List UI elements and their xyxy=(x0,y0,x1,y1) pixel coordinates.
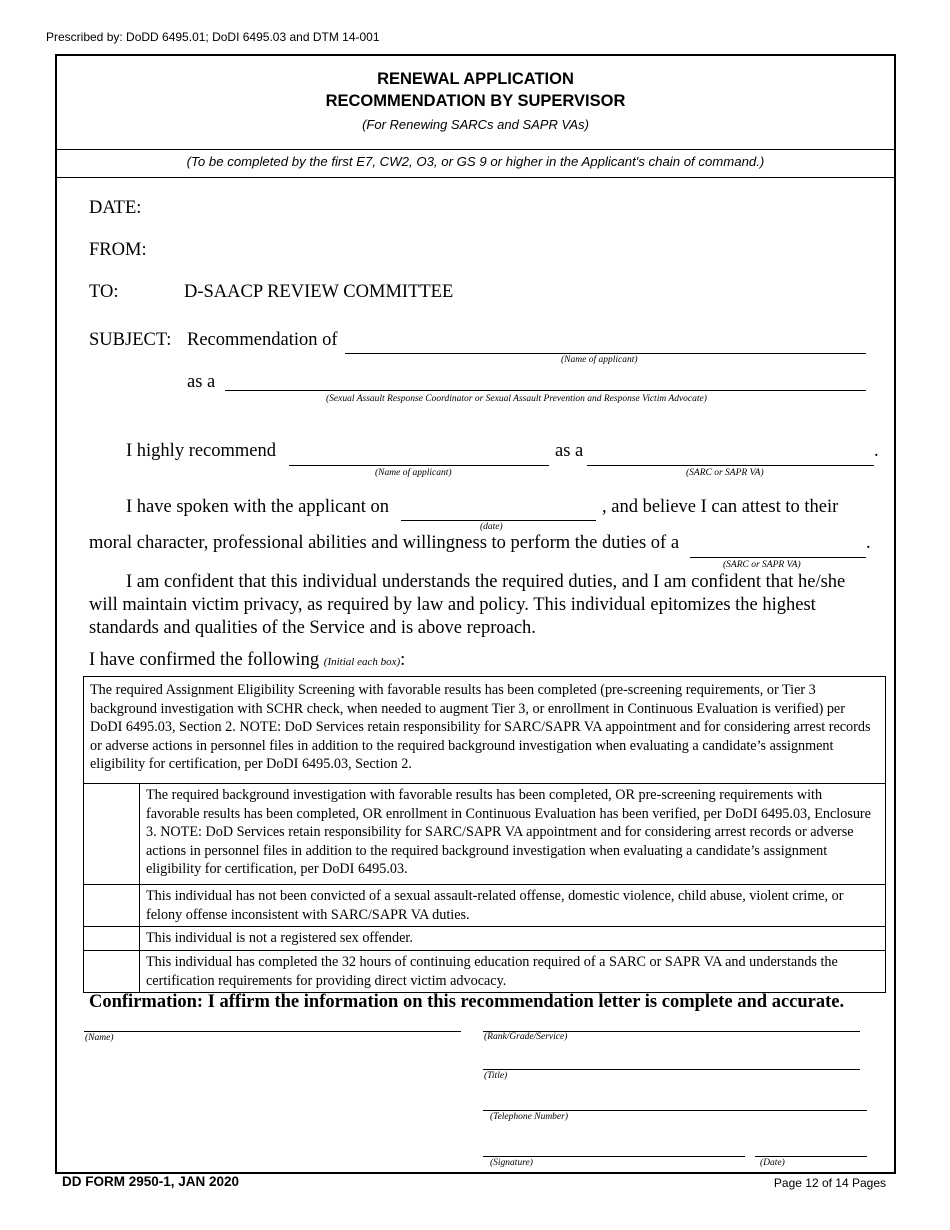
recommend-name-caption: (Name of applicant) xyxy=(375,468,452,478)
form-title-line2: RECOMMENDATION BY SUPERVISOR xyxy=(325,92,626,110)
moral-period: . xyxy=(866,533,871,553)
rank-caption: (Rank/Grade/Service) xyxy=(484,1032,568,1042)
confident-line2: will maintain victim privacy, as required by law and policy. This individual epitomizes the highest xyxy=(89,595,816,615)
moral-text: moral character, professional abilities and willingness to perform the duties of a xyxy=(89,533,680,553)
eligibility-screening-row xyxy=(83,676,886,783)
confirmation-statement: Confirmation: I affirm the information on this recommendation letter is complete and accurate. xyxy=(89,992,845,1012)
spoken-date-field[interactable] xyxy=(401,520,596,521)
initials-checklist xyxy=(83,783,886,993)
instruction-divider xyxy=(57,177,894,178)
title-field[interactable] xyxy=(483,1069,860,1070)
recommend-role-caption: (SARC or SAPR VA) xyxy=(686,468,764,478)
initial-box[interactable] xyxy=(84,927,140,951)
subject-as-a: as a xyxy=(187,372,216,392)
page-number: Page 12 of 14 Pages xyxy=(773,1176,886,1190)
signature-caption: (Signature) xyxy=(490,1158,533,1168)
subject-name-field[interactable] xyxy=(345,353,866,354)
confirmed-small: (Initial each box) xyxy=(323,656,401,668)
checklist-row xyxy=(84,951,886,993)
confident-line3: standards and qualities of the Service and is above reproach. xyxy=(89,618,536,638)
confirmed-colon: : xyxy=(400,650,406,670)
from-label: FROM: xyxy=(89,240,147,260)
checklist-row xyxy=(84,885,886,927)
name-caption: (Name) xyxy=(85,1033,114,1043)
signature-field[interactable] xyxy=(483,1156,745,1157)
subject-role-field[interactable] xyxy=(225,390,866,391)
name-field[interactable] xyxy=(84,1031,461,1032)
spoken-text2: , and believe I can attest to their xyxy=(602,497,839,517)
spoken-date-caption: (date) xyxy=(480,522,503,532)
date-field[interactable] xyxy=(755,1156,867,1157)
date-caption: (Date) xyxy=(760,1158,785,1168)
confirmed-text: I have confirmed the following xyxy=(89,650,320,670)
checklist-text: This individual has completed the 32 hours of continuing education required of a SARC or SAPR VA and understands the certification requirements for providing direct victim advocacy. xyxy=(140,951,886,993)
checklist-row xyxy=(84,927,886,951)
phone-field[interactable] xyxy=(483,1110,867,1111)
recommend-role-field[interactable] xyxy=(587,465,874,466)
form-title-line1: RENEWAL APPLICATION xyxy=(377,70,574,88)
confirmed-heading xyxy=(89,650,405,671)
subject-name-caption: (Name of applicant) xyxy=(561,355,638,365)
recommend-as-a: as a xyxy=(555,441,584,461)
recommend-text: I highly recommend xyxy=(126,441,277,461)
form-id: DD FORM 2950-1, JAN 2020 xyxy=(62,1174,240,1189)
subject-label: SUBJECT: xyxy=(89,330,172,350)
initial-box[interactable] xyxy=(84,951,140,993)
confident-line1: I am confident that this individual understands the required duties, and I am confident that he/she xyxy=(126,572,846,592)
spoken-text: I have spoken with the applicant on xyxy=(126,497,390,517)
header-divider xyxy=(57,149,894,150)
checklist-text: The required background investigation with favorable results has been completed, OR pre-screening requirements with favorable results has been completed, OR enrollment in Continuous Evaluation has been verified, per DoDI 6495.03, Enclosure 3. NOTE: DoD Services retain responsibility for SARC/SAPR VA appointment and for considering arrest records or adverse actions in personnel files in addition to the required background investigation when evaluating a candidate’s assignment eligibility for certification, per DoDI 6495.03. xyxy=(140,784,886,885)
prescribed-by: Prescribed by: DoDD 6495.01; DoDI 6495.03 and DTM 14-001 xyxy=(46,30,380,44)
moral-role-caption: (SARC or SAPR VA) xyxy=(723,560,801,570)
recommend-name-field[interactable] xyxy=(289,465,549,466)
eligibility-screening-text: The required Assignment Eligibility Screening with favorable results has been completed (pre-screening requirements, or Tier 3 background investigation with SCHR check, when needed to augment Tier 3, or enrollment in Continuous Evaluation is verified) per DoDI 6495.03, Section 2. NOTE: DoD Services retain responsibility for SARC/SAPR VA appointment and for considering arrest records or adverse actions in personnel files in addition to the required background investigation when evaluating a candidate’s assignment eligibility for certification, per DoDI 6495.03, Section 2. xyxy=(90,682,871,773)
title-caption: (Title) xyxy=(484,1071,508,1081)
checklist-text: This individual is not a registered sex offender. xyxy=(140,927,886,951)
form-subtitle: (For Renewing SARCs and SAPR VAs) xyxy=(362,117,589,132)
initial-box[interactable] xyxy=(84,885,140,927)
to-value: D-SAACP REVIEW COMMITTEE xyxy=(184,282,454,302)
form-instruction: (To be completed by the first E7, CW2, O3, or GS 9 or higher in the Applicant's chain of command.) xyxy=(186,154,765,169)
date-label: DATE: xyxy=(89,198,142,218)
checklist-text: This individual has not been convicted of a sexual assault-related offense, domestic violence, child abuse, violent crime, or felony offense inconsistent with SARC/SAPR VA duties. xyxy=(140,885,886,927)
phone-caption: (Telephone Number) xyxy=(490,1112,569,1122)
recommend-period: . xyxy=(874,441,879,461)
checklist-row xyxy=(84,784,886,885)
moral-role-field[interactable] xyxy=(690,557,866,558)
to-label: TO: xyxy=(89,282,119,302)
initial-box[interactable] xyxy=(84,784,140,885)
subject-text: Recommendation of xyxy=(187,330,338,350)
subject-role-caption: (Sexual Assault Response Coordinator or Sexual Assault Prevention and Response Victim Advocate) xyxy=(326,394,707,404)
